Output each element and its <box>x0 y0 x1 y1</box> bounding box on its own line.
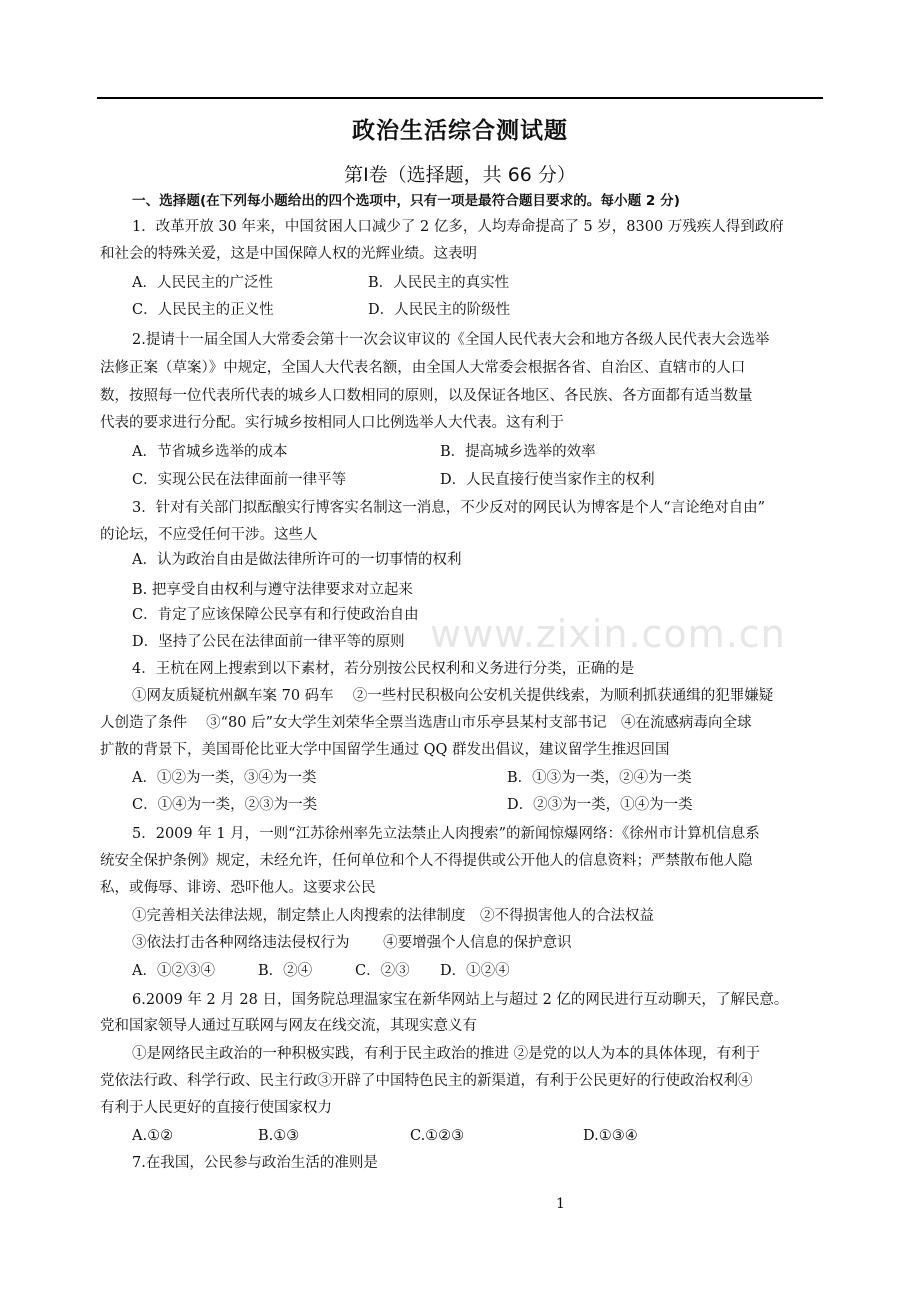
option-d: D．坚持了公民在法律面前一律平等的原则 <box>132 634 405 650</box>
section-heading: 一、选择题(在下列每小题给出的四个选项中，只有一项是最符合题目要求的。每小题 2 分) <box>132 193 680 209</box>
page-number: 1 <box>556 1196 565 1212</box>
watermark: www.zixin.com.cn <box>430 612 786 656</box>
question-text: 党和国家领导人通过互联网与网友在线交流，其现实意义有 <box>100 1018 477 1034</box>
question-text: 私，或侮辱、诽谤、恐吓他人。这要求公民 <box>100 880 376 896</box>
question-text: 5．2009 年 1 月，一则“江苏徐州率先立法禁止人肉搜索”的新闻惊爆网络：《徐州市计算机信息系 <box>132 826 760 842</box>
question-text: 1．改革开放 30 年来，中国贫困人口减少了 2 亿多，人均寿命提高了 5 岁，8300 万残疾人得到政府 <box>132 219 784 235</box>
question-text: 法修正案（草案）》中规定，全国人大代表名额，由全国人大常委会根据各省、自治区、直辖市的人口 <box>100 360 746 376</box>
option-b: B．②④ <box>258 963 313 979</box>
option-b: B．人民民主的真实性 <box>368 275 510 291</box>
option-c: C．实现公民在法律面前一律平等 <box>132 472 347 488</box>
question-text: 有利于人民更好的直接行使国家权力 <box>100 1100 332 1116</box>
question-text: ①完善相关法律法规，制定禁止人肉搜索的法律制度 ②不得损害他人的合法权益 <box>132 908 654 924</box>
option-a: A．①②③④ <box>132 963 215 979</box>
question-text: 3．针对有关部门拟酝酿实行博客实名制这一消息，不少反对的网民认为博客是个人“言论绝对自由” <box>132 500 766 516</box>
option-d: D．①②④ <box>440 963 510 979</box>
option-a: A．节省城乡选举的成本 <box>132 444 288 460</box>
page-title: 政治生活综合测试题 <box>352 118 568 144</box>
option-a: A.①② <box>132 1128 174 1144</box>
question-text: 数，按照每一位代表所代表的城乡人口数相同的原则，以及保证各地区、各民族、各方面都有适当数量 <box>100 388 753 404</box>
option-b: B．①③为一类，②④为一类 <box>507 770 692 786</box>
option-d: D．②③为一类，①④为一类 <box>507 797 693 813</box>
option-d: D．人民直接行使当家作主的权利 <box>440 472 655 488</box>
question-text: 4．王杭在网上搜索到以下素材，若分别按公民权利和义务进行分类，正确的是 <box>132 661 635 677</box>
option-b: B. 把享受自由权利与遵守法律要求对立起来 <box>132 582 413 598</box>
question-text: 统安全保护条例》规定，未经允许，任何单位和个人不得提供或公开他人的信息资料；严禁散布他人隐 <box>100 853 753 869</box>
question-text: 6.2009 年 2 月 28 日，国务院总理温家宝在新华网站上与超过 2 亿的网民进行互动聊天，了解民意。 <box>132 992 789 1008</box>
option-c: C.①②③ <box>410 1128 465 1144</box>
question-text: ③依法打击各种网络违法侵权行为 ④要增强个人信息的保护意识 <box>132 935 572 951</box>
question-text: 和社会的特殊关爱，这是中国保障人权的光辉业绩。这表明 <box>100 246 477 262</box>
question-text: 7.在我国，公民参与政治生活的准则是 <box>132 1155 378 1171</box>
question-text: 2.提请十一届全国人大常委会第十一次会议审议的《全国人民代表大会和地方各级人民代表大会选举 <box>132 332 770 348</box>
option-b: B．提高城乡选举的效率 <box>440 444 596 460</box>
option-d: D．人民民主的阶级性 <box>368 302 511 318</box>
option-c: C．②③ <box>355 963 410 979</box>
option-a: A．人民民主的广泛性 <box>132 275 273 291</box>
option-d: D.①③④ <box>583 1128 638 1144</box>
option-b: B.①③ <box>258 1128 300 1144</box>
question-text: 的论坛，不应受任何干涉。这些人 <box>100 527 318 543</box>
question-text: 代表的要求进行分配。实行城乡按相同人口比例选举人大代表。这有利于 <box>100 415 564 431</box>
header-rule <box>97 97 823 99</box>
question-text: 人创造了条件 ③“80 后”女大学生刘荣华全票当选唐山市乐亭县某村支部书记 ④在流感病毒向全球 <box>100 715 752 731</box>
part-subtitle: 第Ⅰ卷（选择题，共 66 分） <box>344 164 576 186</box>
question-text: ①网友质疑杭州飙车案 70 码车 ②一些村民积极向公安机关提供线索，为顺利抓获通缉的犯罪嫌疑 <box>132 688 774 704</box>
question-text: 党依法行政、科学行政、民主行政③开辟了中国特色民主的新渠道，有利于公民更好的行使政治权利④ <box>100 1073 753 1089</box>
option-c: C．人民民主的正义性 <box>132 302 274 318</box>
question-text: 扩散的背景下，美国哥伦比亚大学中国留学生通过 QQ 群发出倡议，建议留学生推迟回国 <box>100 742 670 758</box>
option-c: C．肯定了应该保障公民享有和行使政治自由 <box>132 607 419 623</box>
question-text: ①是网络民主政治的一种积极实践，有利于民主政治的推进 ②是党的以人为本的具体体现，有利于 <box>132 1046 761 1062</box>
option-c: C．①④为一类，②③为一类 <box>132 797 318 813</box>
option-a: A．认为政治自由是做法律所许可的一切事情的权利 <box>132 552 462 568</box>
option-a: A．①②为一类，③④为一类 <box>132 770 317 786</box>
